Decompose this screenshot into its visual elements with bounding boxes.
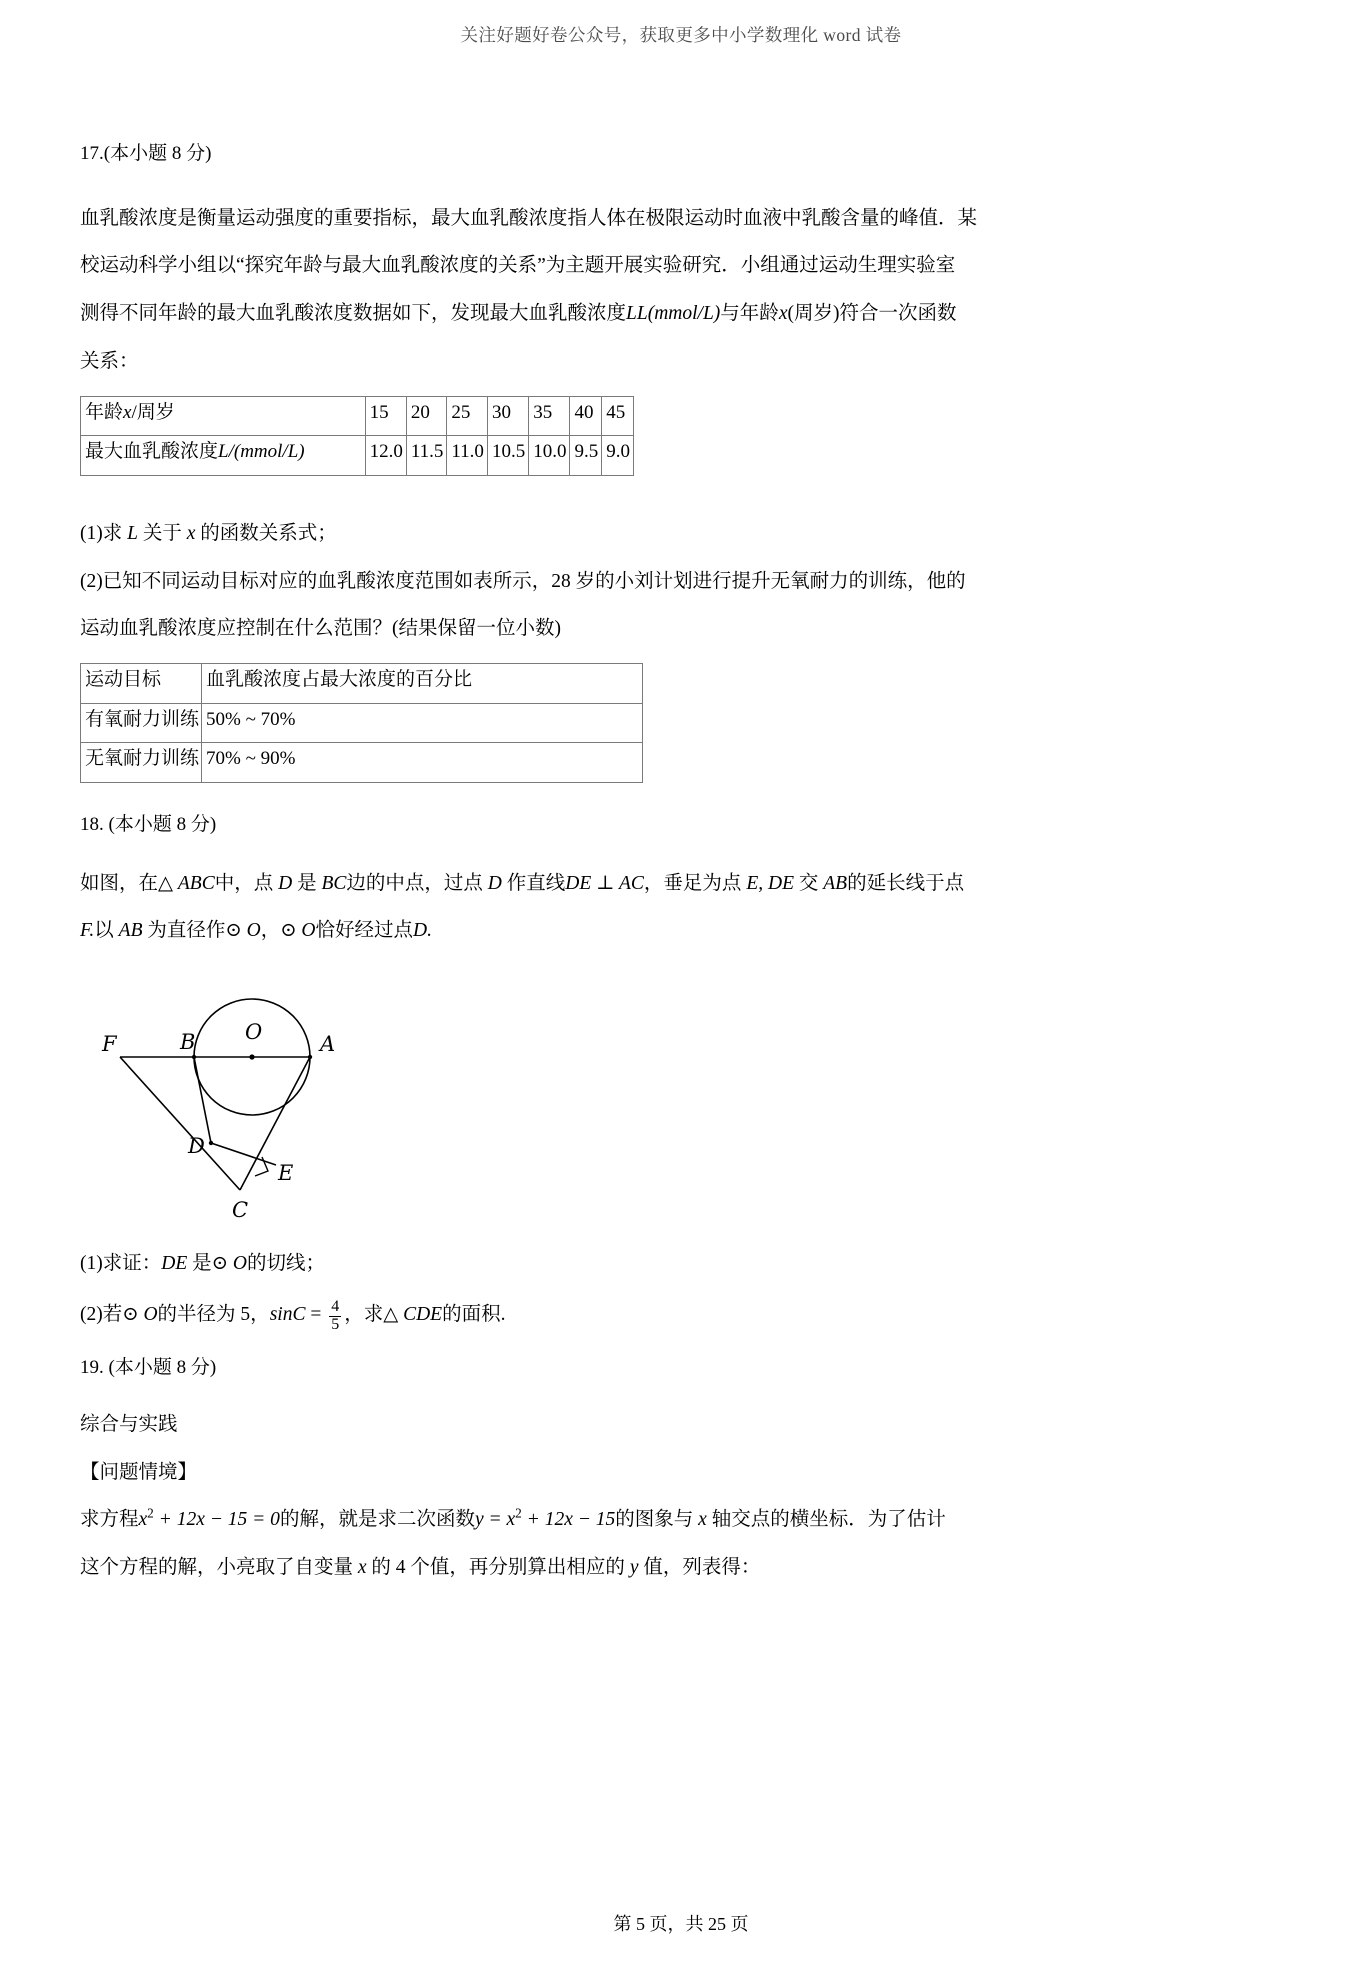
question-18-number: 18. [80,814,104,836]
q18-l1-d3: D [487,872,502,894]
q18-l1-abc: ABC [177,872,215,894]
q18-l2-a: F. [80,920,95,942]
q18-l1-bc: BC [321,872,347,894]
blood-lactate-data-table [80,396,634,476]
q17-l3-c: (周岁)符合一次函数 [787,303,957,325]
q19-l1-a: 求方程 [80,1509,139,1531]
question-17-points: (本小题 8 分) [103,143,212,164]
cell-goal-anaerobic: 无氧耐力训练 [81,743,202,783]
q18-s2-o: O [143,1303,158,1325]
q18-l1-i: 的延长线于点 [847,872,965,894]
cell-goal-aerobic: 有氧耐力训练 [81,703,202,743]
question-17-body-line-2: 校运动科学小组以“探究年龄与最大血乳酸浓度的关系”为主题开展实验研究．小组通过运动生理实验室 [80,255,956,277]
fraction-denominator: 5 [331,1315,340,1333]
q18-l2-d: ，⊙ [260,920,302,942]
question-19-body-line-2 [80,1544,1285,1592]
q19-l2-x: x [357,1557,367,1579]
q19-l1-eq1-sup: 2 [147,1505,154,1521]
cell-percent-aerobic: 50% ~ 70% [202,703,643,743]
watermark-header: 关注好题好卷公众号，获取更多中小学数理化 word 试卷 [460,25,902,45]
cell-age-3: 30 [487,396,528,436]
cell-age-0: 15 [365,396,406,436]
q17-s1-L: L [127,522,138,544]
q18-l2-e: 恰好经过点 [315,920,414,942]
q17-s1-a: (1)求 [80,522,128,544]
cell-age-1: 20 [406,396,447,436]
cell-percent-anaerobic: 70% ~ 90% [202,743,643,783]
table-row [81,703,643,743]
cell-age-4: 35 [529,396,570,436]
training-goal-table [80,663,643,783]
q18-l1-b: 中，点 [214,872,279,894]
q17-l3-a: 测得不同年龄的最大血乳酸浓度数据如下，发现最大血乳酸浓度 [80,303,627,325]
question-18-body-line-1 [80,860,1285,908]
q18-l2-o2: O [301,920,316,942]
q18-l1-ab: AB [823,872,848,894]
label-f: F [102,1032,117,1057]
q17-s1-b: 关于 [137,522,187,544]
table-row-concentration [81,436,634,476]
question-19-subtitle: 综合与实践 [80,1413,178,1435]
q18-s1-de: DE [161,1253,188,1275]
q17-s1-c: 的函数关系式； [195,522,337,544]
question-17-sub-2-line-1: (2)已知不同运动目标对应的血乳酸浓度范围如表所示，28 岁的小刘计划进行提升无氧耐力的训练，他的 [80,570,966,592]
question-17-sub-2-line-2: 运动血乳酸浓度应控制在什么范围？(结果保留一位小数) [80,618,561,640]
cell-age-6: 45 [602,396,634,436]
cell-age-2: 25 [447,396,488,436]
q18-l1-de2: DE [767,872,794,894]
label-d: D [188,1134,205,1159]
q19-l2-b: 的 4 个值，再分别算出相应的 [366,1557,630,1579]
question-19-points: (本小题 8 分) [108,1357,217,1379]
fraction-4-5 [329,1299,341,1334]
cell-conc-header [81,436,366,476]
q19-l1-eq1: x [138,1509,148,1531]
q19-l1-eq2-rest: + 12x − 15 [521,1509,616,1531]
q19-l1-x: x [698,1509,707,1531]
page-content [80,140,1285,1592]
circle-triangle-diagram-svg [80,985,420,1225]
line-fc [120,1057,240,1190]
question-17-number: 17. [80,143,104,164]
cell-age-header [81,396,366,436]
q18-l2-c: 为直径作⊙ [142,920,247,942]
geometry-figure [80,985,1285,1230]
q18-l1-de: DE ⊥ AC [565,872,644,894]
q19-l2-y: y [629,1557,639,1579]
cell-conc-3: 10.5 [487,436,528,476]
q18-s2-sin: sinC [269,1303,306,1325]
q18-l1-e2: E, [746,872,764,894]
label-e: E [278,1161,294,1186]
label-a: A [320,1032,336,1057]
question-17-heading [80,140,1285,169]
q19-l2-a: 这个方程的解，小亮取了自变量 [80,1557,358,1579]
table-row [81,743,643,783]
cell-conc-6: 9.0 [602,436,634,476]
line-de [211,1143,276,1165]
q19-l2-c: 值，列表得： [638,1557,761,1579]
cell-goal-header: 运动目标 [81,664,202,704]
q18-s1-b: 是⊙ [187,1253,233,1275]
q19-l1-b: 的解，就是求二次函数 [279,1509,475,1531]
question-18-heading [80,811,1285,840]
q18-s1-o: O [232,1253,247,1275]
q18-s2-eq: = [305,1303,327,1325]
cell-conc-2: 11.0 [447,436,488,476]
q18-l2-d2: D. [413,920,432,942]
line-ac [240,1057,310,1190]
question-17-sub-1 [80,510,1285,558]
q19-l1-eq1-rest: + 12x − 15 = 0 [153,1509,280,1531]
line-bd [194,1057,211,1143]
q18-s2-c: ，求△ [344,1303,404,1325]
q18-l2-o: O [246,920,261,942]
question-17-body-line-3 [80,290,1285,338]
q18-l1-d2: 边的中点，过点 [346,872,488,894]
fraction-numerator: 4 [331,1297,340,1315]
age-header-x: x [123,401,132,423]
cell-conc-5: 9.5 [570,436,602,476]
question-19-body-line-1 [80,1496,1285,1544]
conc-header-math: L/(mmol/L) [218,441,305,463]
q17-l3-math-LL: LL(mmol/L) [626,303,721,325]
q19-l1-eq2-sup: 2 [515,1505,522,1521]
q18-l1-e: 作直线 [501,872,566,894]
q18-l2-b: 以 [94,920,119,942]
question-18-body-line-2 [80,907,1285,955]
conc-header-a: 最大血乳酸浓度 [85,441,219,463]
q19-l1-eq2: y = x [474,1509,516,1531]
question-18-sub-1 [80,1240,1285,1288]
label-c: C [232,1198,249,1223]
q18-l1-h: 交 [793,872,824,894]
question-19-heading [80,1354,1285,1383]
cell-age-5: 40 [570,396,602,436]
question-19-number: 19. [80,1357,104,1379]
q18-s2-a: (2)若⊙ [80,1303,144,1325]
cell-conc-0: 12.0 [365,436,406,476]
page-footer: 第 5 页，共 25 页 [613,1914,749,1934]
q18-l1-a: 如图，在△ [80,872,178,894]
q18-l1-d: D [278,872,293,894]
q18-s1-a: (1)求证： [80,1253,162,1275]
q17-s1-x: x [186,522,196,544]
q18-l1-f: ，垂足为点 [643,872,747,894]
q17-l3-x: x [778,303,788,325]
question-17-body-line-4: 关系： [80,350,139,372]
point-d [209,1141,213,1145]
table-row-age [81,396,634,436]
q18-l1-c: 是 [292,872,322,894]
cell-conc-4: 10.0 [529,436,570,476]
question-17-body-line-1: 血乳酸浓度是衡量运动强度的重要指标，最大血乳酸浓度指人体在极限运动时血液中乳酸含量的峰值．某 [80,207,978,229]
q18-l2-ab: AB [118,920,143,942]
age-header-a: 年龄 [85,401,124,423]
question-19-section-title: 【问题情境】 [80,1461,198,1483]
q18-s1-c: 的切线； [246,1253,325,1275]
cell-percent-header: 血乳酸浓度占最大浓度的百分比 [202,664,643,704]
q18-s2-cde: CDE [403,1303,443,1325]
question-18-points: (本小题 8 分) [108,814,217,836]
q18-s2-d: 的面积. [442,1303,506,1325]
label-o: O [245,1020,263,1045]
question-18-sub-2 [80,1288,1285,1343]
q19-l1-c: 的图象与 [615,1509,699,1531]
age-header-b: /周岁 [131,401,175,423]
table-row [81,664,643,704]
q19-l1-d: 轴交点的横坐标．为了估计 [706,1509,946,1531]
q17-l3-b: 与年龄 [720,303,779,325]
cell-conc-1: 11.5 [406,436,447,476]
q18-s2-b: 的半径为 5， [157,1303,270,1325]
label-b: B [180,1030,196,1055]
